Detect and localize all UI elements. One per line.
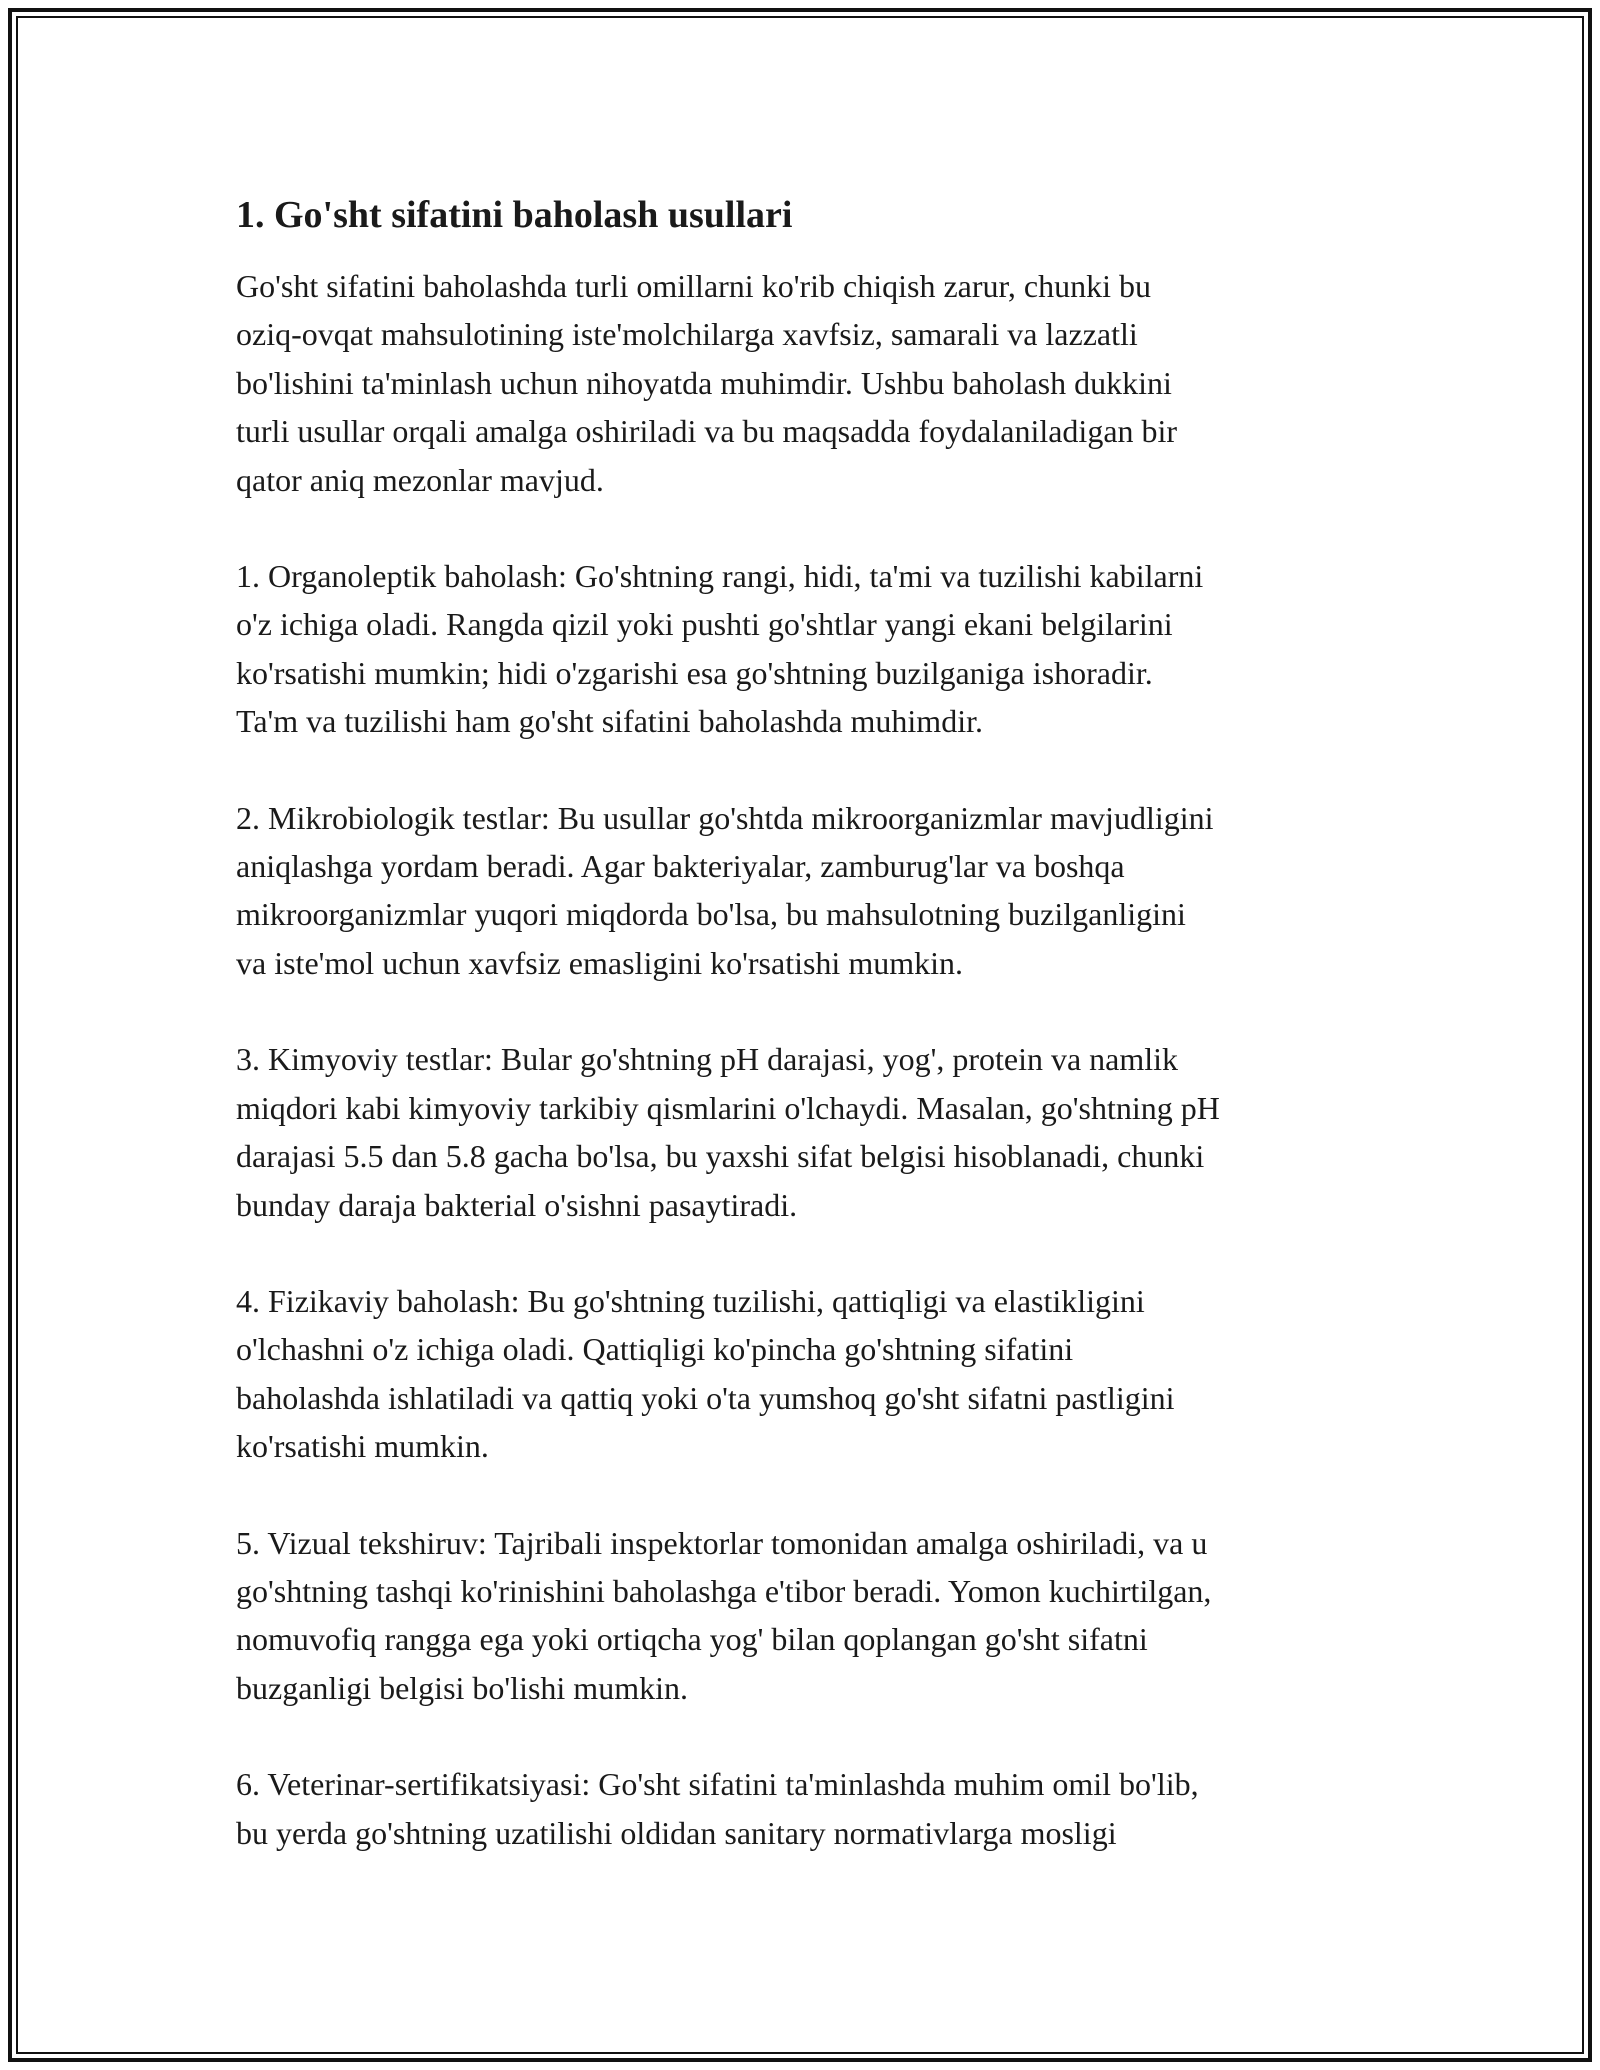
paragraph-kimyoviy: 3. Kimyoviy testlar: Bular go'shtning pH darajasi, yog', protein va namlik miqdori kabi kimyoviy tarkibiy qismlarini o'lchaydi. Masalan, go'shtning pH darajasi 5.5 dan 5.8 gacha bo'lsa, bu yaxshi sifat belgisi hisoblanadi, chunki bunday daraja bakterial o'sishni pasaytiradi. [236,1041,1220,1223]
paragraph-organoleptik: 1. Organoleptik baholash: Go'shtning rangi, hidi, ta'mi va tuzilishi kabilarni o'z ichiga oladi. Rangda qizil yoki pushti go'shtlar yangi ekani belgilarini ko'rsatishi mumkin; hidi o'zgarishi esa go'shtning buzilganiga ishoradir. Ta'm va tuzilishi ham go'sht sifatini baholashda muhimdir. [236,558,1204,740]
paragraph-mikrobiologik: 2. Mikrobiologik testlar: Bu usullar go'shtda mikroorganizmlar mavjudligini aniqlashga yordam beradi. Agar bakteriyalar, zamburug'lar va boshqa mikroorganizmlar yuqori miqdorda bo'lsa, bu mahsulotning buzilganligini va iste'mol uchun xavfsiz emasligini ko'rsatishi mumkin. [236,799,1214,981]
paragraph-fizikaviy: 4. Fizikaviy baholash: Bu go'shtning tuzilishi, qattiqligi va elastikligini o'lchashni o'z ichiga oladi. Qattiqligi ko'pincha go'shtning sifatini baholashda ishlatiladi va qattiq yoki o'ta yumshoq go'sht sifatni pastligini ko'rsatishi mumkin. [236,1282,1175,1465]
paragraph-vizual: 5. Vizual tekshiruv: Tajribali inspektorlar tomonidan amalga oshiriladi, va u go'shtning tashqi ko'rinishini baholashga e'tibor beradi. Yomon kuchirtilgan, nomuvofiq rangga ega yoki ortiqcha yog' bilan qoplangan go'sht sifatni buzganligi belgisi bo'lishi mumkin. [236,1524,1212,1706]
document-body [236,188,1386,1905]
paragraph-veterinar: 6. Veterinar-sertifikatsiyasi: Go'sht sifatini ta'minlashda muhim omil bo'lib, bu yerda go'shtning uzatilishi oldidan sanitary normativlarga mosligi [236,1766,1199,1851]
section-heading: 1. Go'sht sifatini baholash usullari [236,194,793,236]
intro-paragraph: Go'sht sifatini baholashda turli omillarni ko'rib chiqish zarur, chunki bu oziq-ovqat mahsulotining iste'molchilarga xavfsiz, samarali va lazzatli bo'lishini ta'minlash uchun nihoyatda muhimdir. Ushbu baholash dukkini turli usullar orqali amalga oshiriladi va bu maqsadda foydalaniladigan bir qator aniq mezonlar mavjud. [236,268,1178,498]
